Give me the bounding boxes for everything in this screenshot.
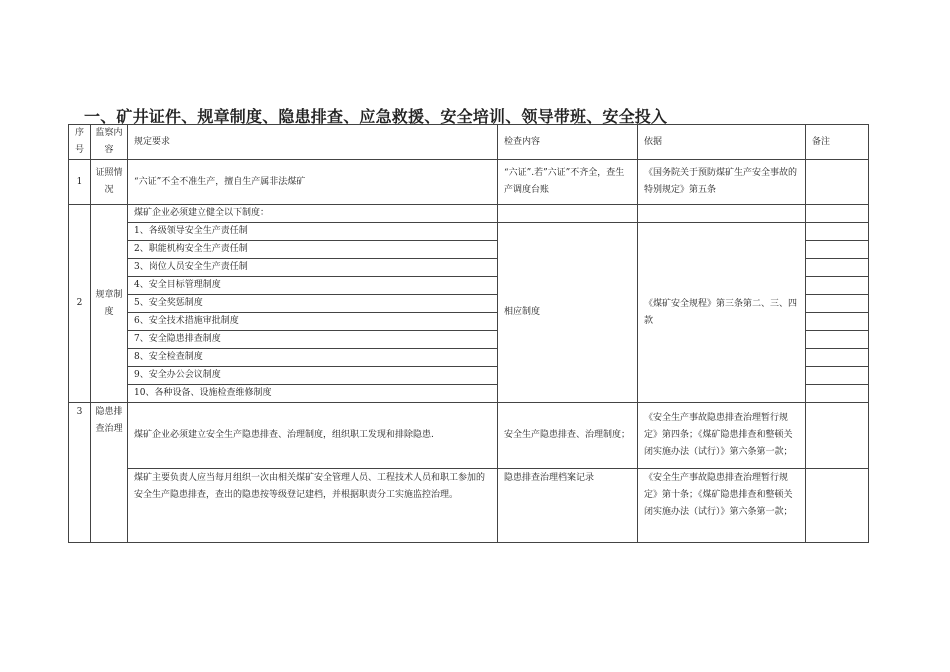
row2-check: 相应制度	[498, 223, 638, 403]
row2-note	[806, 295, 869, 313]
row3a-basis: 《安全生产事故隐患排查治理暂行规定》第四条；《煤矿隐患排查和整顿关闭实施办法（试行）》第六条第一款；	[638, 403, 806, 469]
header-requirement: 规定要求	[128, 125, 498, 160]
row2-seq: 2	[69, 205, 91, 403]
row2-note	[806, 241, 869, 259]
header-seq: 序号	[69, 125, 91, 160]
row2-item: 7、安全隐患排查制度	[128, 331, 498, 349]
row2-intro: 煤矿企业必须建立健全以下制度：	[128, 205, 498, 223]
document-title: 一、矿井证件、规章制度、隐患排查、应急救援、安全培训、领导带班、安全投入	[84, 107, 668, 126]
row2-item: 3、岗位人员安全生产责任制	[128, 259, 498, 277]
row3a-note	[806, 403, 869, 469]
row2-item: 6、安全技术措施审批制度	[128, 313, 498, 331]
row2-note	[806, 313, 869, 331]
row3b-basis: 《安全生产事故隐患排查治理暂行规定》第十条；《煤矿隐患排查和整顿关闭实施办法（试行）》第六条第一款；	[638, 469, 806, 543]
row2-intro-note	[806, 205, 869, 223]
row1-check: “六证”.若”六证”不齐全，查生产调度台账	[498, 160, 638, 205]
table-row	[69, 160, 869, 205]
row2-item: 9、安全办公会议制度	[128, 367, 498, 385]
row2-item: 1、各级领导安全生产责任制	[128, 223, 498, 241]
inspection-table	[68, 124, 869, 543]
row1-note	[806, 160, 869, 205]
header-note: 备注	[806, 125, 869, 160]
table-row	[69, 223, 869, 241]
table-row	[69, 205, 869, 223]
header-check: 检查内容	[498, 125, 638, 160]
row2-note	[806, 259, 869, 277]
row3-seq: 3	[69, 403, 91, 543]
row3b-note	[806, 469, 869, 543]
row2-content: 规章制度	[91, 205, 128, 403]
row2-item: 8、安全检查制度	[128, 349, 498, 367]
row1-content: 证照情况	[91, 160, 128, 205]
row2-note	[806, 367, 869, 385]
row2-item: 4、安全目标管理制度	[128, 277, 498, 295]
row3a-requirement: 煤矿企业必须建立安全生产隐患排查、治理制度，组织职工发现和排除隐患.	[128, 403, 498, 469]
row3b-check: 隐患排查治理档案记录	[498, 469, 638, 543]
row2-intro-basis	[638, 205, 806, 223]
header-row	[69, 125, 869, 160]
table-row	[69, 403, 869, 469]
row2-note	[806, 349, 869, 367]
row1-requirement: “六证”不全不准生产，擅自生产属非法煤矿	[128, 160, 498, 205]
header-basis: 依据	[638, 125, 806, 160]
row3-content: 隐患排查治理	[91, 403, 128, 543]
header-content: 监察内容	[91, 125, 128, 160]
row2-item: 5、安全奖惩制度	[128, 295, 498, 313]
row2-note	[806, 223, 869, 241]
row2-note	[806, 331, 869, 349]
row2-note	[806, 385, 869, 403]
row1-seq: 1	[69, 160, 91, 205]
row3a-check: 安全生产隐患排查、治理制度；	[498, 403, 638, 469]
row2-item: 2、职能机构安全生产责任制	[128, 241, 498, 259]
row2-basis: 《煤矿安全规程》第三条第二、三、四款	[638, 223, 806, 403]
row1-basis: 《国务院关于预防煤矿生产安全事故的特别规定》第五条	[638, 160, 806, 205]
row2-item: 10、各种设备、设施检查维修制度	[128, 385, 498, 403]
row2-intro-check	[498, 205, 638, 223]
row2-note	[806, 277, 869, 295]
row3b-requirement: 煤矿主要负责人应当每月组织一次由相关煤矿安全管理人员、工程技术人员和职工参加的安全生产隐患排查，查出的隐患按等级登记建档，并根据职责分工实施监控治理。	[128, 469, 498, 543]
table-row	[69, 469, 869, 543]
